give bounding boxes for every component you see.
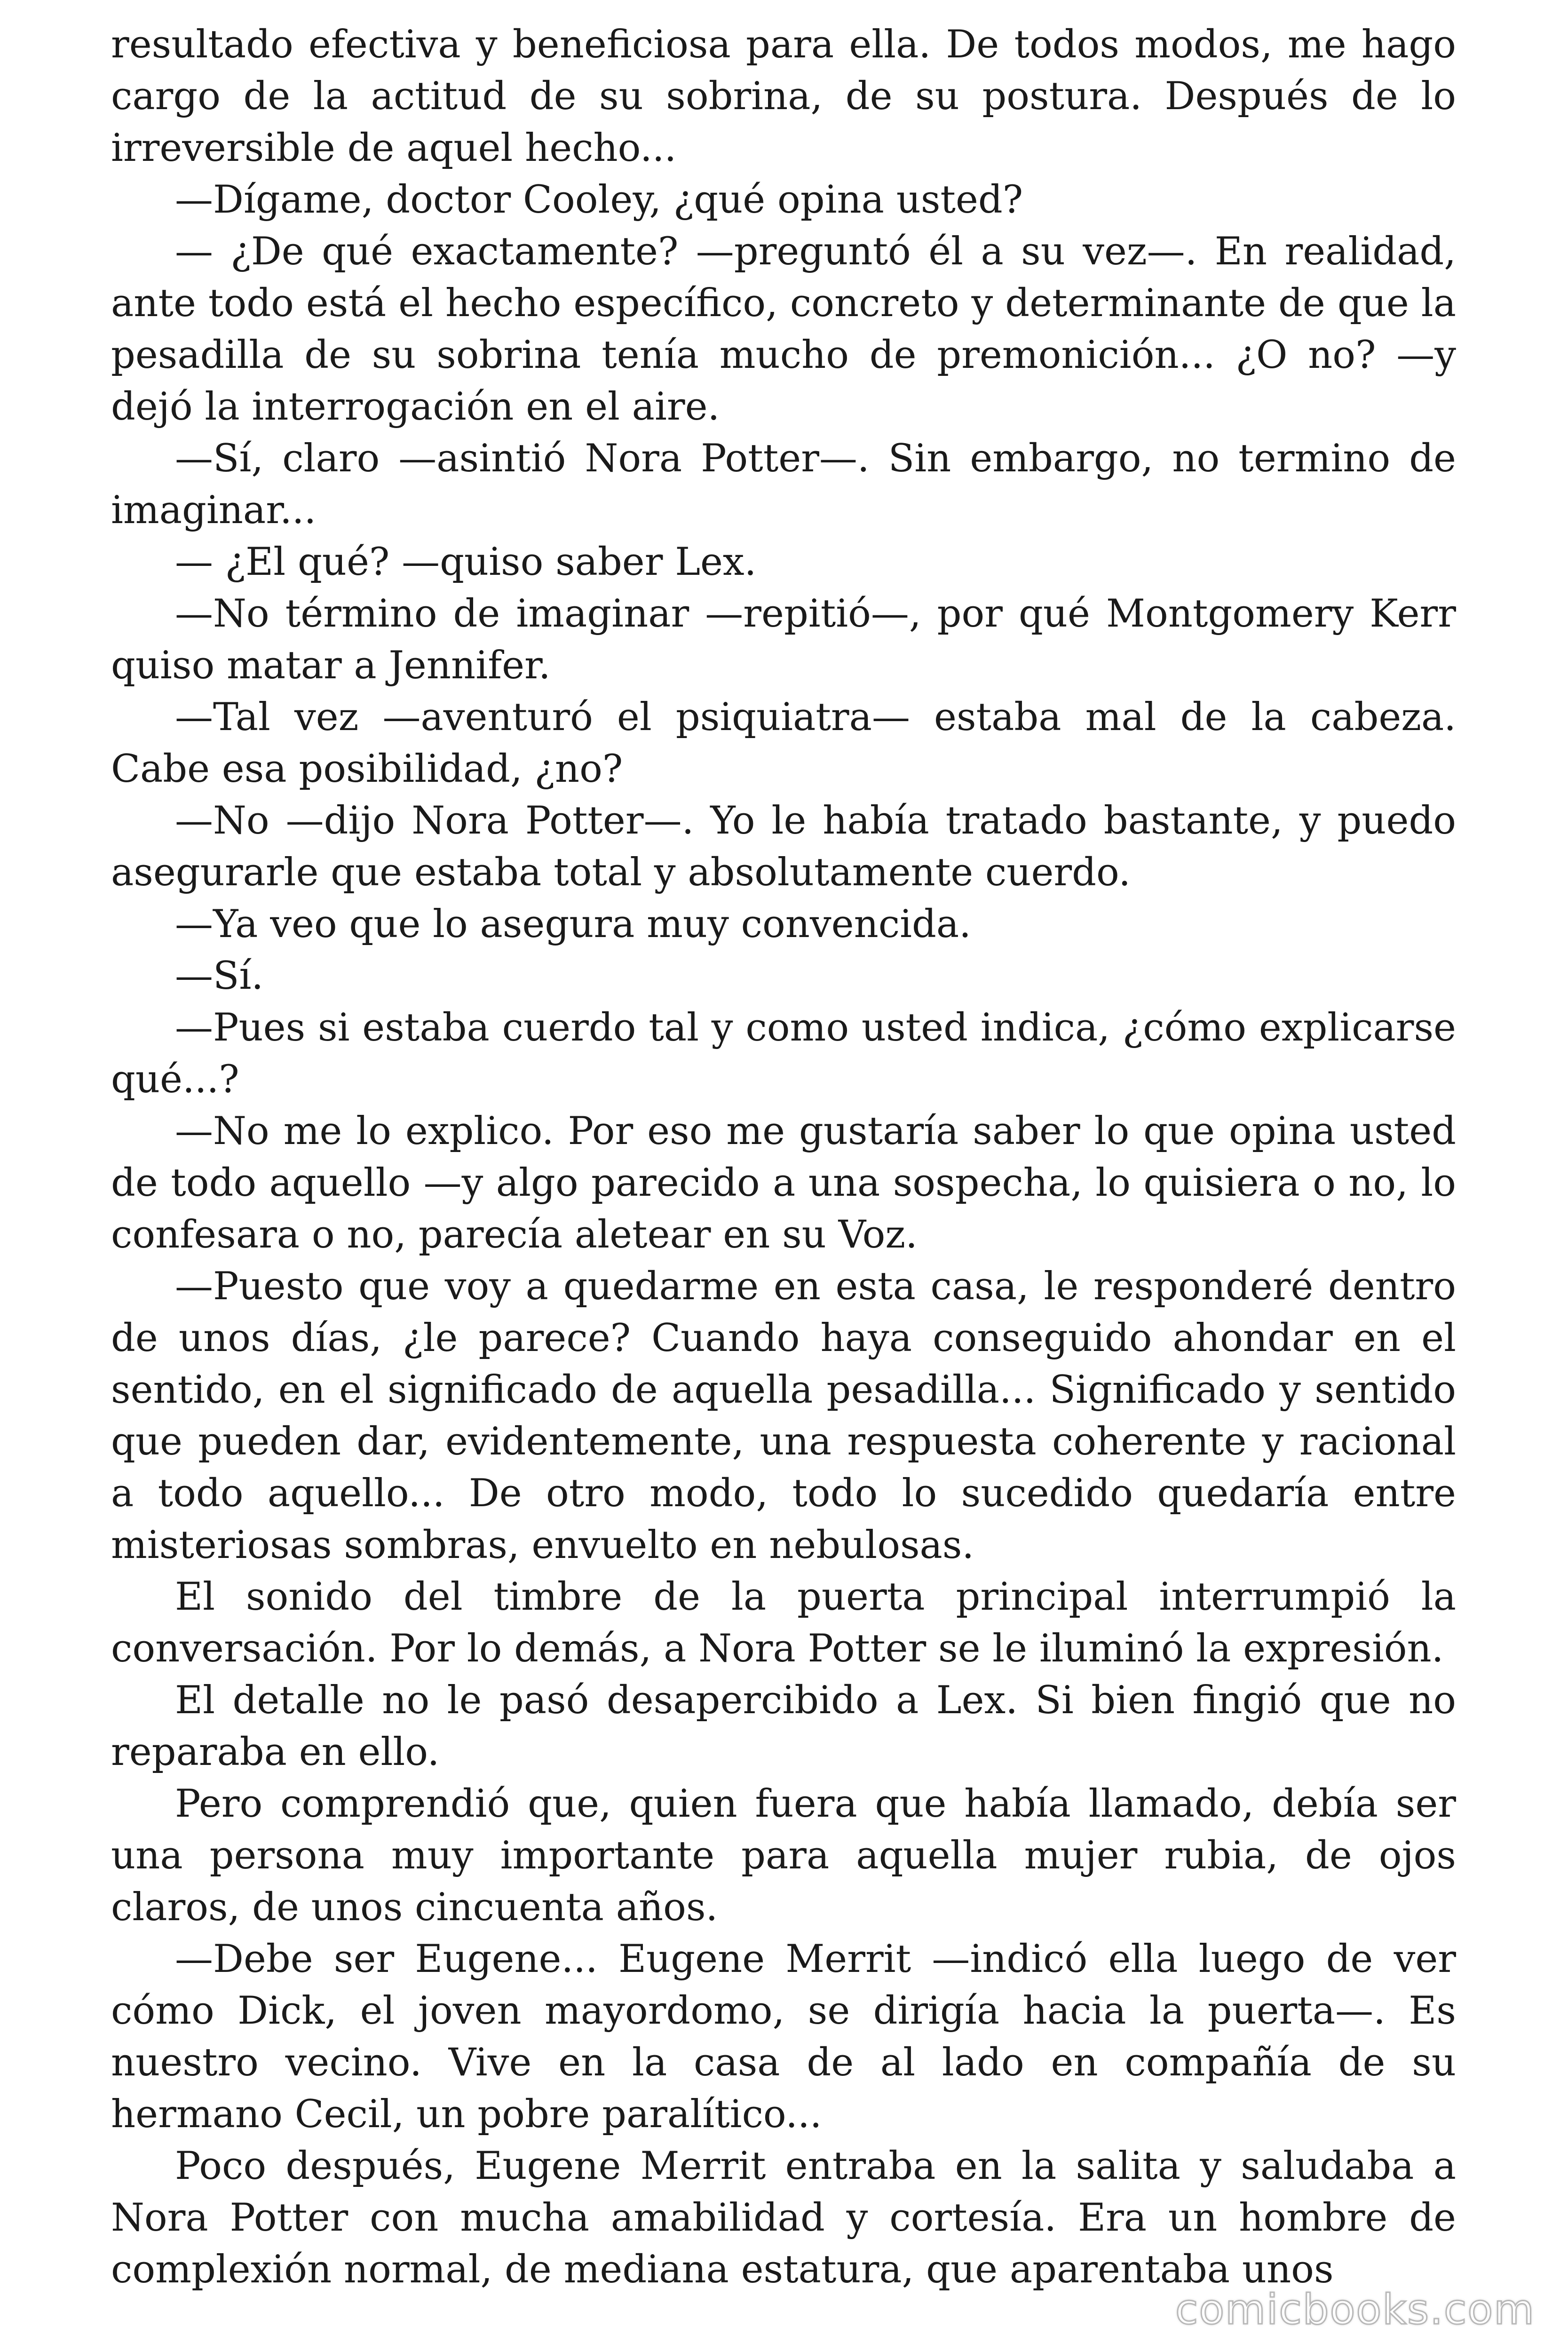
paragraph: Poco después, Eugene Merrit entraba en la salita y saludaba a Nora Potter con mucha amabilidad y cortesía. Era un hombre de complexión normal, de mediana estatura, que aparentaba unos [111,2144,1456,2292]
paragraph: Pero comprendió que, quien fuera que había llamado, debía ser una persona muy importante para aquella mujer rubia, de ojos claros, de unos cincuenta años. [111,1782,1456,1930]
paragraph: —Pues si estaba cuerdo tal y como usted indica, ¿cómo explicarse qué...? [111,1006,1456,1102]
paragraph: — ¿De qué exactamente? —preguntó él a su vez—. En realidad, ante todo está el hecho específico, concreto y determinante de que la pesadilla de su sobrina tenía mucho de premonición... ¿O no? —y dejó la interrogación en el aire. [111,230,1456,429]
paragraph: —No —dijo Nora Potter—. Yo le había tratado bastante, y puedo asegurarle que estaba total y absolutamente cuerdo. [111,799,1456,895]
paragraph: El sonido del timbre de la puerta principal interrumpió la conversación. Por lo demás, a Nora Potter se le iluminó la expresión. [111,1575,1456,1671]
paragraph: — ¿El qué? —quiso saber Lex. [175,540,757,584]
paragraph: —Dígame, doctor Cooley, ¿qué opina usted? [175,178,1023,222]
paragraph: —Sí, claro —asintió Nora Potter—. Sin embargo, no termino de imaginar... [111,437,1456,532]
paragraph: —Ya veo que lo asegura muy convencida. [175,902,971,946]
paragraph: resultado efectiva y beneficiosa para ella. De todos modos, me hago cargo de la actitud de su sobrina, de su postura. Después de lo irreversible de aquel hecho... [111,23,1456,170]
paragraph: —Tal vez —aventuró el psiquiatra— estaba mal de la cabeza. Cabe esa posibilidad, ¿no? [111,695,1456,791]
paragraph: El detalle no le pasó desapercibido a Lex. Si bien fingió que no reparaba en ello. [111,1678,1456,1774]
watermark: comicbooks.com [1175,2285,1535,2334]
paragraph: —Debe ser Eugene... Eugene Merrit —indicó ella luego de ver cómo Dick, el joven mayordomo, se dirigía hacia la puerta—. Es nuestro vecino. Vive en la casa de al lado en compañía de su hermano Cecil, un pobre paralítico... [111,1937,1456,2137]
paragraph: —Puesto que voy a quedarme en esta casa, le responderé dentro de unos días, ¿le parece? Cuando haya conseguido ahondar en el sentido, en el significado de aquella pesadilla... Significado y sentido que pueden dar, evidentemente, una respuesta coherente y racional a todo aquello... De otro modo, todo lo sucedido quedaría entre misteriosas sombras, envuelto en nebulosas. [111,1264,1456,1567]
paragraph: —No término de imaginar —repitió—, por qué Montgomery Kerr quiso matar a Jennifer. [111,592,1456,688]
paragraph: —Sí. [175,954,264,998]
paragraph: —No me lo explico. Por eso me gustaría saber lo que opina usted de todo aquello —y algo parecido a una sospecha, lo quisiera o no, lo confesara o no, parecía aletear en su Voz. [111,1109,1456,1257]
book-page-text [111,19,1456,2296]
